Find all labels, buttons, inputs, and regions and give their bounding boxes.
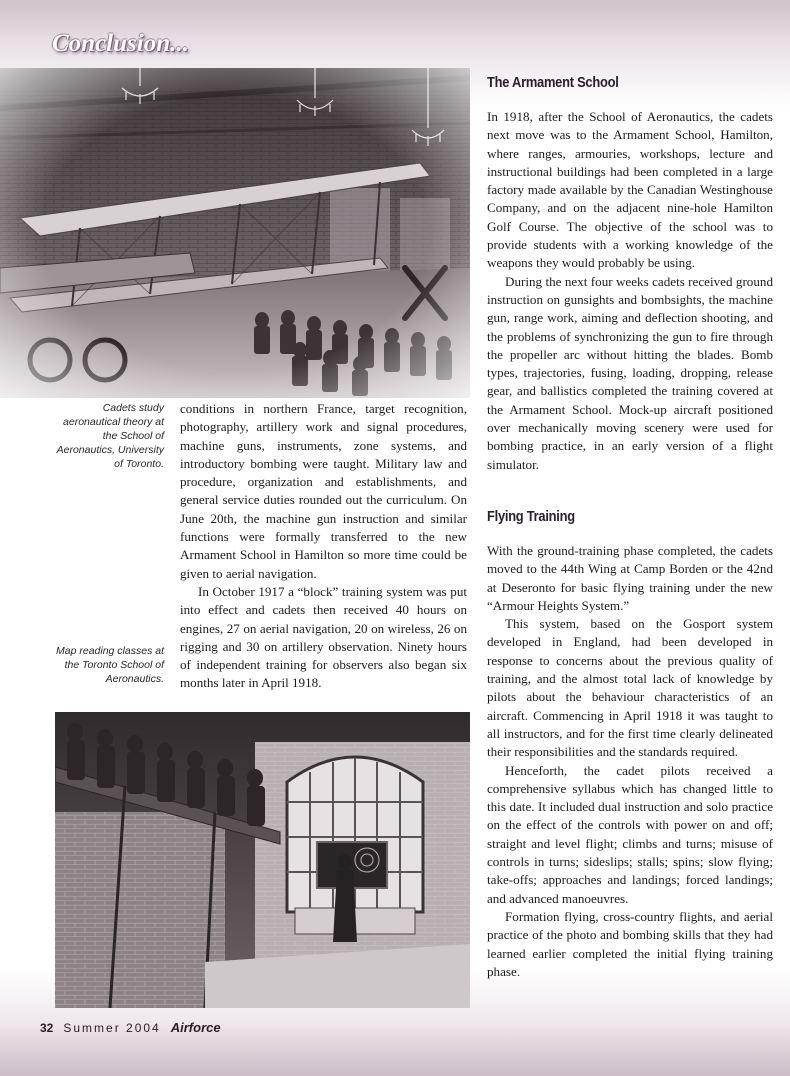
section-heading-flying: Flying Training — [487, 508, 575, 525]
article-column-right-armament — [487, 108, 773, 474]
body-paragraph: Formation flying, cross-country flights, and aerial practice of the photo and bombing skills that they had learned earlier completed the initial flying training phase. — [487, 908, 773, 979]
body-paragraph: In 1918, after the School of Aeronautics, the cadets next move was to the Armament School, Hamilton, where ranges, armouries, workshops, lecture and instructional buildings had been completed in a large factory made available by the Canadian Westinghouse Company, and on the adjacent nine-hole Hamilton Golf Course. The objective of the school was to provide students with a working knowledge of the weapons they would probably be using. — [487, 109, 773, 271]
article-column-right-flying — [487, 542, 773, 981]
map-reading-class-photo — [55, 712, 470, 1008]
photo-caption-bottom: Map reading classes at the Toronto School of Aeronautics. — [56, 645, 164, 685]
body-paragraph: Henceforth, the cadet pilots received a comprehensive syllabus which has changed little to this date. It included dual instruction and solo practice on the effect of the controls with power on and off; straight and level flight; climbs and turns; misuse of controls in turns; sideslips; stalls; spins; slow flying; take-offs; approaches and landings; forced landings; and advanced manoeuvres. — [487, 762, 773, 906]
body-paragraph: With the ground-training phase completed, the cadets moved to the 44th Wing at Camp Borden or the 42nd at Deseronto for basic flying training under the new “Armour Heights System.” — [487, 543, 773, 613]
body-paragraph: conditions in northern France, target recognition, photography, artillery work and signal procedures, machine guns, instruments, zone systems, and introductory bombing were taught. Military law and procedure, organization and establishments, and general service duties rounded out the curriculum. On June 20th, the machine gun instruction and similar functions were formally transferred to the new Armament School in Hamilton so more time could be given to aerial navigation. — [180, 401, 467, 581]
page-number: 32 — [40, 1021, 54, 1035]
section-kicker: Conclusion... — [52, 30, 189, 57]
article-column-left — [180, 400, 467, 693]
body-paragraph: During the next four weeks cadets received ground instruction on gunsights and bombsights, the machine gun, range work, aiming and deflection shooting, and the problems of synchronizing the gun to fire through the propeller arc without hitting the blades. Bomb types, trajectories, fusing, loading, dropping, release gear, and ballistics completed the training covered at the Armament School. Mock-up aircraft positioned over mechanically moving scenery were used for bombing practice, in an early version of a flight simulator. — [487, 273, 773, 472]
magazine-name: Airforce — [170, 1020, 221, 1035]
issue-label: Summer 2004 — [63, 1021, 161, 1035]
body-paragraph: This system, based on the Gosport system developed in England, had been developed in response to concerns about the previous quality of training, and the almost total lack of knowledge by pilots about the behaviour characteristics of an aircraft. Commencing in April 1918 it was taught to all instructors, and for the first time clearly delineated their responsibilities and the standards required. — [487, 616, 773, 760]
page-footer — [40, 1020, 221, 1035]
body-paragraph: In October 1917 a “block” training system was put into effect and cadets then received 40 hours on engines, 27 on aerial navigation, 20 on wireless, 26 on rigging and 30 on artillery observation. Ninety hours of independent training for observers also began six months later in April 1918. — [180, 583, 467, 691]
section-heading-armament: The Armament School — [487, 74, 619, 91]
classroom-biplane-photo — [0, 68, 470, 398]
photo-caption-top: Cadets study aeronautical theory at the School of Aeronautics, University of Toronto. — [56, 402, 164, 470]
